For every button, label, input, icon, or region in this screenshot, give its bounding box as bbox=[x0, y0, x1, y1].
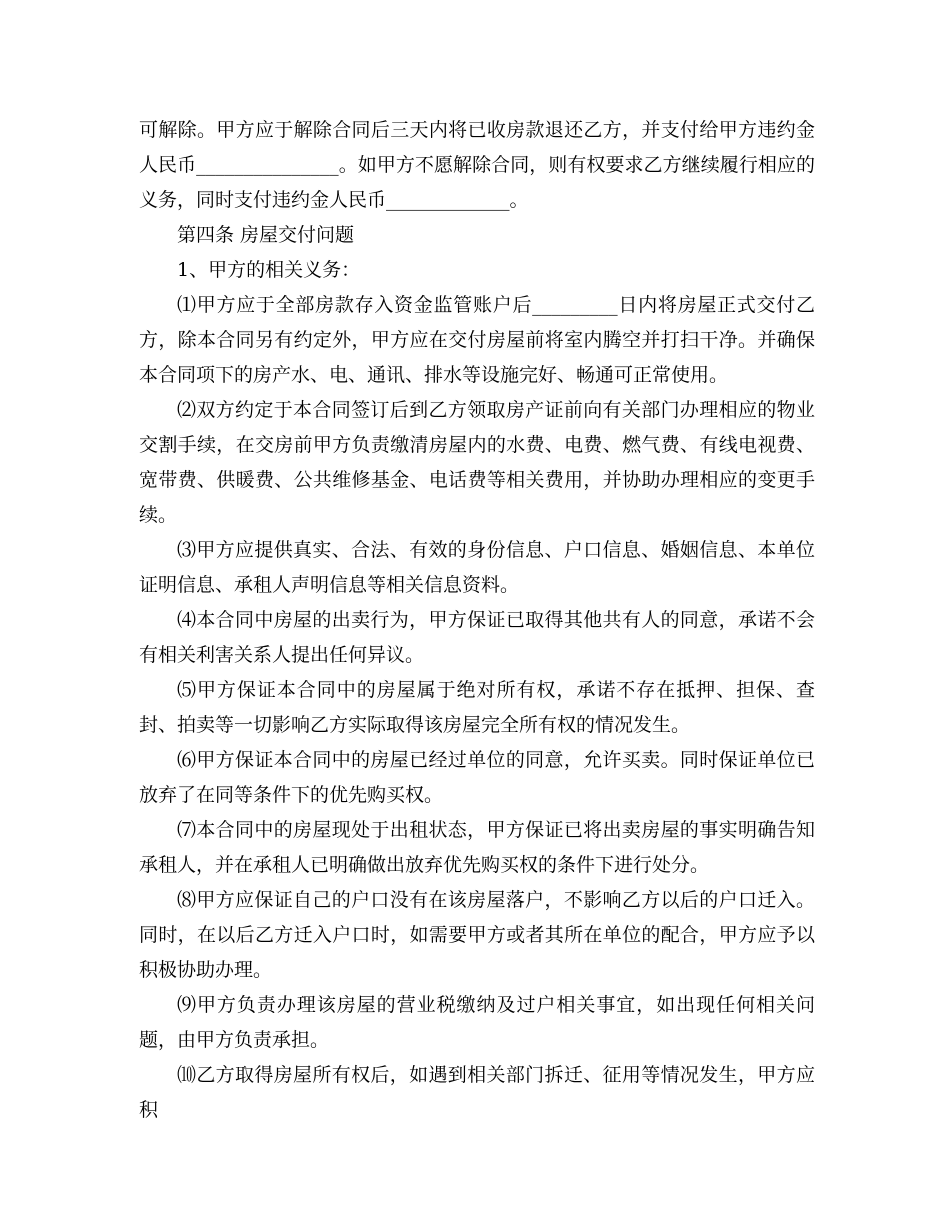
clause-4: ⑷本合同中房屋的出卖行为，甲方保证已取得其他共有人的同意，承诺不会有相关利害关系人提出任何异议。 bbox=[139, 609, 815, 666]
clause-5: ⑸甲方保证本合同中的房屋属于绝对所有权，承诺不存在抵押、担保、查封、拍卖等一切影响乙方实际取得该房屋完全所有权的情况发生。 bbox=[139, 679, 815, 736]
clause-8: ⑻甲方应保证自己的户口没有在该房屋落户，不影响乙方以后的户口迁入。同时，在以后乙方迁入户口时，如需要甲方或者其所在单位的配合，甲方应予以积极协助办理。 bbox=[139, 889, 815, 981]
document-body bbox=[139, 113, 815, 1128]
paragraph-termination-clause: 可解除。甲方应于解除合同后三天内将已收房款退还乙方，并支付给甲方违约金人民币_______________。如甲方不愿解除合同，则有权要求乙方继续履行相应的义务，同时支付违约金人民币_____________。 bbox=[139, 119, 815, 211]
clause-3: ⑶甲方应提供真实、合法、有效的身份信息、户口信息、婚姻信息、本单位证明信息、承租人声明信息等相关信息资料。 bbox=[139, 539, 815, 596]
section-heading-article-4: 第四条 房屋交付问题 bbox=[177, 224, 355, 246]
clause-10: ⑽乙方取得房屋所有权后，如遇到相关部门拆迁、征用等情况发生，甲方应积 bbox=[139, 1064, 815, 1121]
subsection-heading-party-a-obligations: 1、甲方的相关义务： bbox=[177, 259, 361, 281]
clause-9: ⑼甲方负责办理该房屋的营业税缴纳及过户相关事宜，如出现任何相关问题，由甲方负责承担。 bbox=[139, 994, 815, 1051]
clause-1: ⑴甲方应于全部房款存入资金监管账户后_________日内将房屋正式交付乙方，除本合同另有约定外，甲方应在交付房屋前将室内腾空并打扫干净。并确保本合同项下的房产水、电、通讯、排水等设施完好、畅通可正常使用。 bbox=[139, 294, 815, 386]
clause-7: ⑺本合同中的房屋现处于出租状态，甲方保证已将出卖房屋的事实明确告知承租人，并在承租人已明确做出放弃优先购买权的条件下进行处分。 bbox=[139, 819, 815, 876]
clause-6: ⑹甲方保证本合同中的房屋已经过单位的同意，允许买卖。同时保证单位已放弃了在同等条件下的优先购买权。 bbox=[139, 749, 815, 806]
clause-2: ⑵双方约定于本合同签订后到乙方领取房产证前向有关部门办理相应的物业交割手续，在交房前甲方负责缴清房屋内的水费、电费、燃气费、有线电视费、宽带费、供暖费、公共维修基金、电话费等相关费用，并协助办理相应的变更手续。 bbox=[139, 399, 815, 526]
